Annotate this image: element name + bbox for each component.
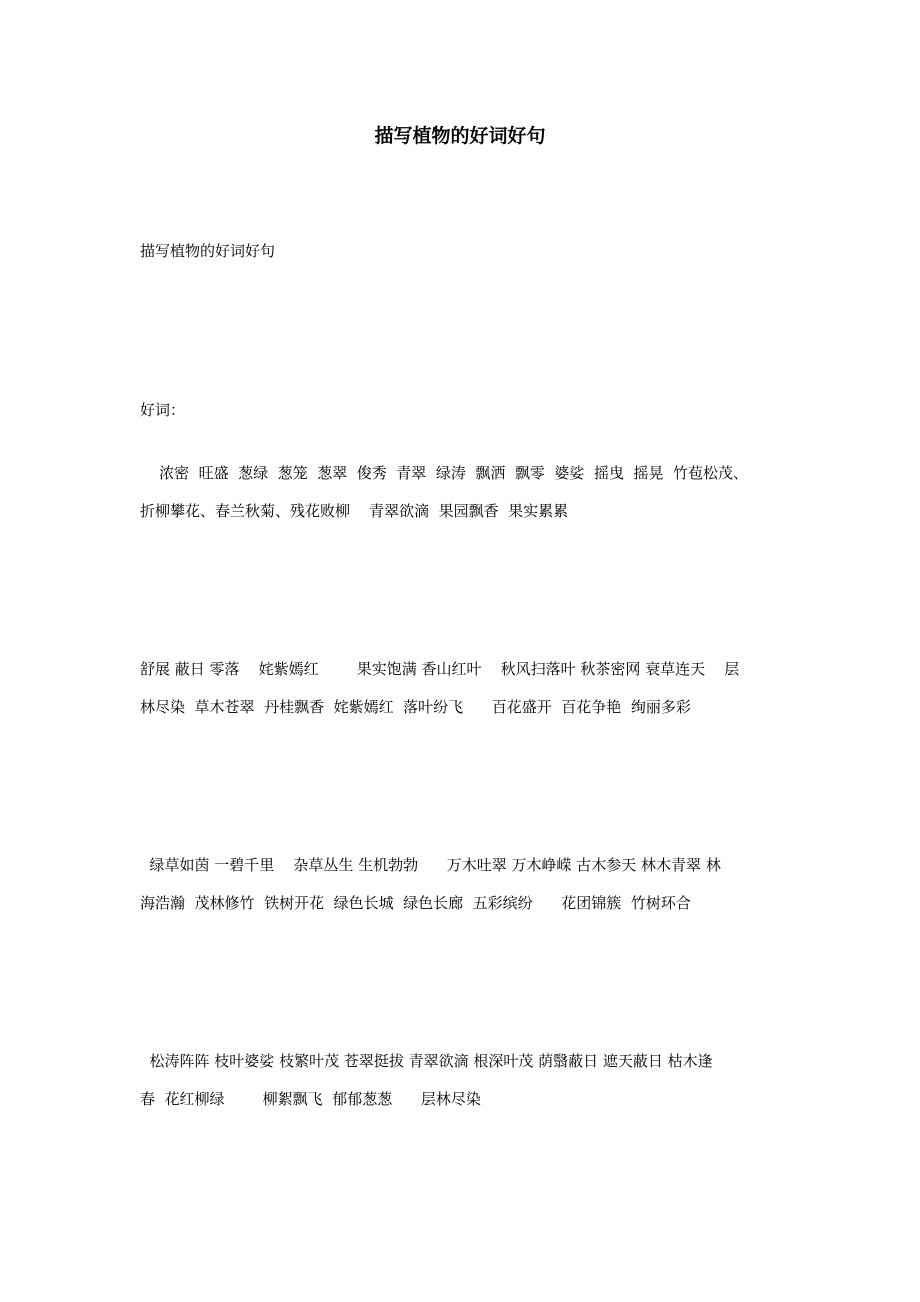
paragraph-line: 绿草如茵 一碧千里 杂草丛生 生机勃勃 万木吐翠 万木峥嵘 古木参天 林木青翠 林 xyxy=(140,856,721,874)
word-paragraph-4 xyxy=(140,1042,800,1118)
section-label-good-words: 好词： xyxy=(140,401,186,419)
paragraph-line: 折柳攀花、春兰秋菊、残花败柳 青翠欲滴 果园飘香 果实累累 xyxy=(140,502,569,520)
document-subtitle: 描写植物的好词好句 xyxy=(140,242,276,260)
document-title: 描写植物的好词好句 xyxy=(374,125,546,147)
paragraph-line: 浓密 旺盛 葱绿 葱笼 葱翠 俊秀 青翠 绿涛 飘洒 飘零 婆娑 摇曳 摇晃 竹苞松茂、 xyxy=(140,464,749,482)
word-paragraph-2 xyxy=(140,650,800,726)
paragraph-line: 春 花红柳绿 柳絮飘飞 郁郁葱葱 层林尽染 xyxy=(140,1090,481,1108)
word-paragraph-3 xyxy=(140,846,800,922)
word-paragraph-1 xyxy=(140,454,800,530)
paragraph-line: 舒展 蔽日 零落 姹紫嫣红 果实饱满 香山红叶 秋风扫落叶 秋茶密网 衰草连天 层 xyxy=(140,660,740,678)
paragraph-line: 林尽染 草木苍翠 丹桂飘香 姹紫嫣红 落叶纷飞 百花盛开 百花争艳 绚丽多彩 xyxy=(140,698,691,716)
paragraph-line: 松涛阵阵 枝叶婆娑 枝繁叶茂 苍翠挺拔 青翠欲滴 根深叶茂 荫翳蔽日 遮天蔽日 枯木逢 xyxy=(140,1052,713,1070)
paragraph-line: 海浩瀚 茂林修竹 铁树开花 绿色长城 绿色长廊 五彩缤纷 花团锦簇 竹树环合 xyxy=(140,894,691,912)
